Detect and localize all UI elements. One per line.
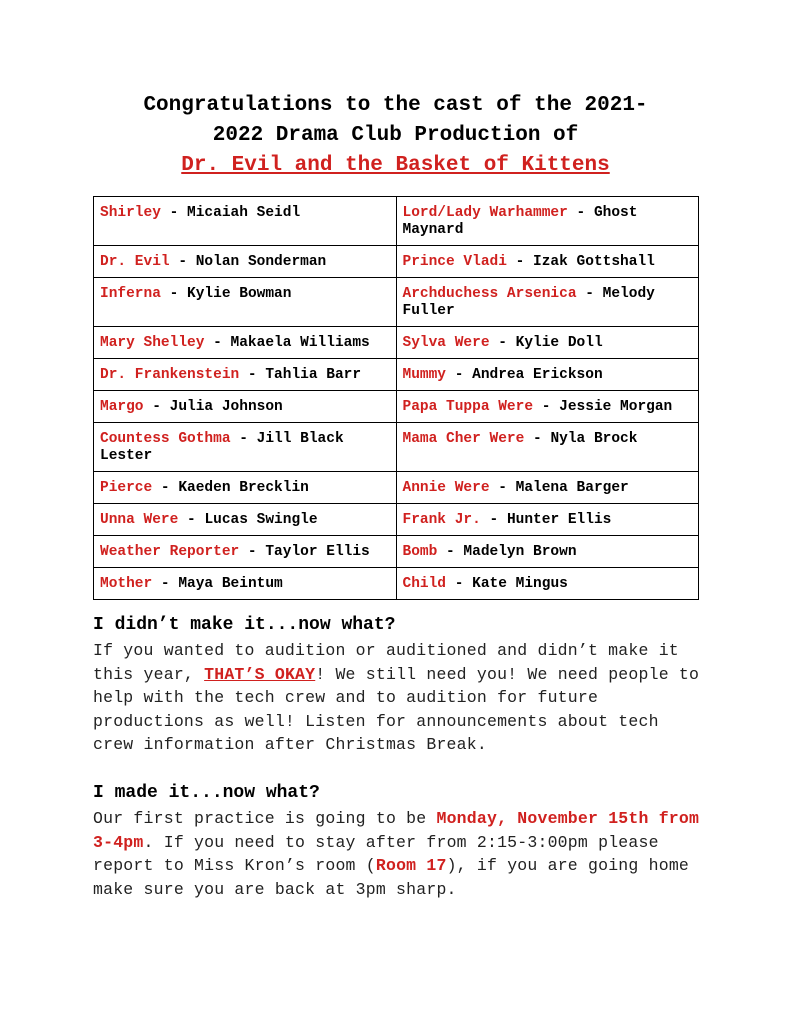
cast-row	[94, 327, 699, 359]
separator: -	[143, 399, 170, 415]
cast-row	[94, 568, 699, 600]
cast-cell	[396, 197, 699, 246]
actor-name: Malena Barger	[515, 480, 629, 496]
made-text-3: ), if you are going home make sure you are back at 3pm sharp.	[93, 856, 690, 899]
actor-name: Tahlia Barr	[265, 367, 362, 383]
title-line-1: Congratulations to the cast of the 2021-	[143, 94, 648, 117]
role-name: Mama Cher Were	[402, 431, 525, 447]
role-name: Mother	[100, 576, 153, 592]
didnt-make-text-1: If you wanted to audition or auditioned and didn’t make it this year,	[93, 641, 679, 684]
separator: -	[152, 480, 179, 496]
role-name: Prince Vladi	[402, 254, 507, 270]
cast-row	[94, 197, 699, 246]
role-name: Weather Reporter	[100, 544, 240, 560]
separator: -	[239, 367, 266, 383]
role-name: Countess Gothma	[100, 431, 231, 447]
separator: -	[160, 286, 188, 302]
cast-cell	[94, 472, 397, 504]
actor-name: Andrea Erickson	[472, 367, 603, 383]
actor-name: Ghost Maynard	[402, 205, 638, 238]
cast-cell	[94, 197, 397, 246]
separator: -	[489, 480, 516, 496]
cast-row	[94, 391, 699, 423]
cast-cell	[94, 359, 397, 391]
cast-cell	[396, 568, 699, 600]
separator: -	[480, 512, 507, 528]
separator: -	[239, 544, 266, 560]
actor-name: Jill Black Lester	[100, 431, 344, 464]
actor-name: Julia Johnson	[169, 399, 283, 415]
cast-row	[94, 278, 699, 327]
page-title	[90, 91, 701, 181]
cast-cell	[94, 536, 397, 568]
role-name: Mummy	[402, 367, 447, 383]
separator: -	[230, 431, 257, 447]
role-name: Dr. Evil	[100, 254, 170, 270]
actor-name: Lucas Swingle	[204, 512, 318, 528]
cast-cell	[94, 423, 397, 472]
cast-row	[94, 472, 699, 504]
actor-name: Madelyn Brown	[463, 544, 577, 560]
role-name: Shirley	[100, 205, 161, 221]
practice-date-highlight: Monday, November 15th from 3-4pm	[93, 809, 700, 852]
actor-name: Jessie Morgan	[559, 399, 673, 415]
cast-cell	[94, 327, 397, 359]
made-text-1: Our first practice is going to be	[93, 809, 437, 828]
production-name: Dr. Evil and the Basket of Kittens	[181, 154, 610, 177]
cast-row	[94, 359, 699, 391]
role-name: Unna Were	[100, 512, 179, 528]
didnt-make-heading: I didn’t make it...now what?	[93, 615, 396, 635]
role-name: Frank Jr.	[402, 512, 481, 528]
separator: -	[446, 576, 473, 592]
actor-name: Kylie Doll	[515, 335, 603, 351]
cast-cell	[396, 423, 699, 472]
made-it-paragraph	[93, 807, 703, 901]
cast-cell	[396, 472, 699, 504]
actor-name: Hunter Ellis	[506, 512, 612, 528]
actor-name: Maya Beintum	[178, 576, 283, 592]
role-name: Inferna	[100, 286, 161, 302]
role-name: Child	[402, 576, 447, 592]
actor-name: Kaeden Brecklin	[178, 480, 309, 496]
role-name: Archduchess Arsenica	[402, 286, 577, 302]
actor-name: Kate Mingus	[472, 576, 568, 592]
role-name: Dr. Frankenstein	[100, 367, 240, 383]
cast-cell	[396, 391, 699, 423]
separator: -	[576, 286, 603, 302]
cast-cell	[396, 504, 699, 536]
separator: -	[178, 512, 205, 528]
separator: -	[489, 335, 516, 351]
made-it-heading: I made it...now what?	[93, 783, 320, 803]
actor-name: Micaiah Seidl	[187, 205, 301, 221]
cast-cell	[396, 327, 699, 359]
made-text-2: . If you need to stay after from 2:15-3:00pm please report to Miss Kron’s room (	[93, 832, 659, 875]
separator: -	[506, 254, 534, 270]
actor-name: Izak Gottshall	[533, 254, 655, 270]
separator: -	[204, 335, 231, 351]
actor-name: Melody Fuller	[402, 286, 655, 319]
didnt-make-paragraph	[93, 639, 703, 757]
cast-row	[94, 423, 699, 472]
separator: -	[524, 431, 551, 447]
separator: -	[567, 205, 594, 221]
separator: -	[152, 576, 179, 592]
cast-cell	[94, 246, 397, 278]
cast-cell	[396, 359, 699, 391]
thats-okay-highlight: THAT’S OKAY	[204, 664, 316, 684]
separator: -	[169, 254, 196, 270]
cast-table	[93, 196, 699, 600]
actor-name: Nyla Brock	[550, 431, 638, 447]
role-name: Pierce	[100, 480, 153, 496]
role-name: Lord/Lady Warhammer	[402, 205, 568, 221]
separator: -	[437, 544, 464, 560]
role-name: Annie Were	[402, 480, 490, 496]
separator: -	[446, 367, 473, 383]
cast-cell	[396, 536, 699, 568]
cast-cell	[396, 246, 699, 278]
actor-name: Taylor Ellis	[265, 544, 370, 560]
cast-cell	[94, 504, 397, 536]
cast-row	[94, 536, 699, 568]
role-name: Papa Tuppa Were	[402, 399, 534, 415]
cast-row	[94, 504, 699, 536]
cast-cell	[94, 391, 397, 423]
actor-name: Kylie Bowman	[187, 286, 292, 302]
cast-cell	[94, 568, 397, 600]
role-name: Margo	[100, 399, 144, 415]
role-name: Bomb	[402, 544, 438, 560]
actor-name: Makaela Williams	[230, 335, 370, 351]
actor-name: Nolan Sonderman	[195, 254, 327, 270]
cast-cell	[94, 278, 397, 327]
didnt-make-text-2: ! We still need you! We need people to help with the tech crew and to audition for future productions as well! Listen for announcements about tech crew information after Christmas Break.	[93, 664, 700, 754]
title-line-2: 2022 Drama Club Production of	[212, 124, 579, 147]
cast-row	[94, 246, 699, 278]
separator: -	[160, 205, 188, 221]
role-name: Sylva Were	[402, 335, 490, 351]
separator: -	[533, 399, 560, 415]
room-highlight: Room 17	[375, 856, 447, 875]
cast-cell	[396, 278, 699, 327]
role-name: Mary Shelley	[100, 335, 205, 351]
